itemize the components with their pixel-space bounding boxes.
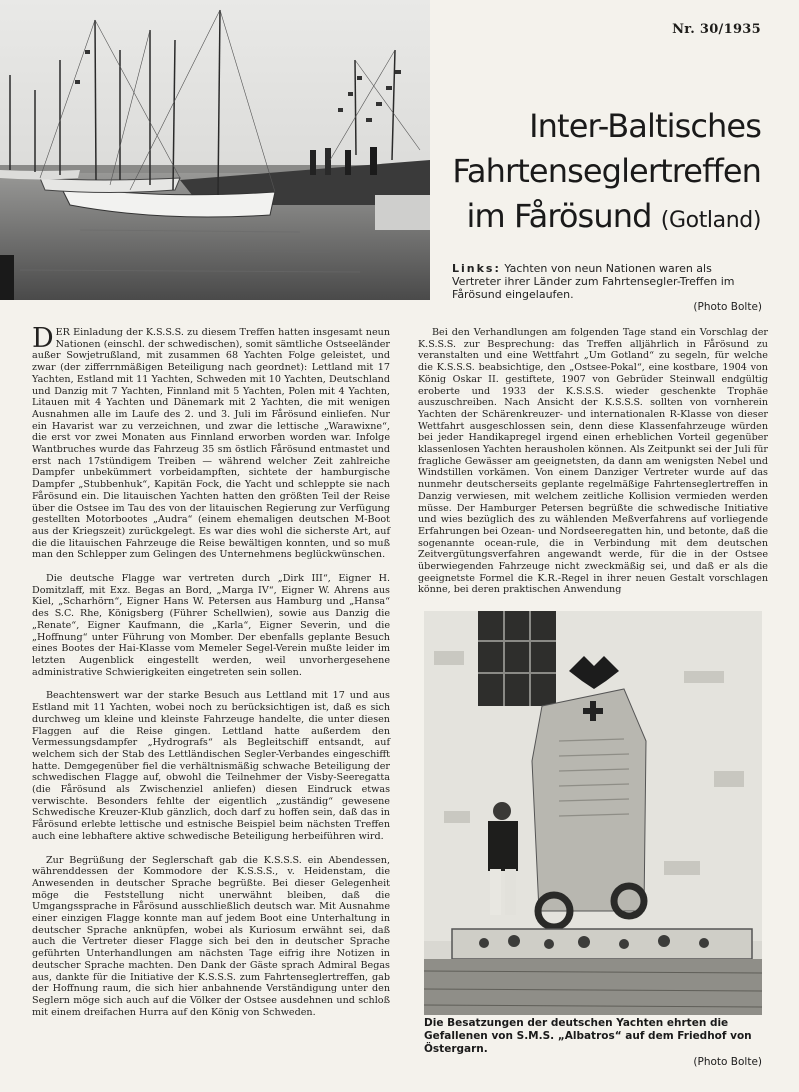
memorial-image — [424, 611, 762, 1015]
top-photo-caption — [452, 262, 762, 314]
paragraph-text: ER Einladung der K.S.S.S. zu diesem Treffen hatten insgesamt neun Nationen (einschl. der schwedischen), somit sämtliche Ostseeländer außer Sowjetrußland, mit zusammen 68 Yachten Folge geleistet, und zwar (der zifferrnmäßigen Beteiligung nach geordnet): Lettland mit 17 Yachten, Estland mit 11 Yachten, Schweden mit 10 Yachten, Deutschland und Danzig mit 7 Yachten, Finnland mit 5 Yachten, Polen mit 4 Yachten, Litauen mit 4 Yachten und Dänemark mit 2 Yachten, die mit wenigen Ausnahmen alle im Laufe des 2. und 3. Juli im Fårösund einliefen. Nur ein Havarist war zu verzeichnen, und zwar die lettische „Warawixne“, die erst vor zwei Monaten aus Finnland erworben worden war. Infolge Wantbruches wurde das Fahrzeug 35 sm östlich Fårösund entmastet und erst nach 17stündigem Treiben — während welcher Zeit zahlreiche Dampfer unbekümmert vorbeidampften, sichtete der hamburgische Dampfer „Stubbenhuk“, Kapitän Fock, die Yacht und schleppte sie nach Fårösund ein. Die litauischen Yachten hatten den größten Teil der Reise über die Ostsee im Tau des von der litauischen Regierung zur Verfügung gestellten Motorbootes „Audra“ (einem ehemaligen deutschen M-Boot aus der Kriegszeit) zurückgelegt. Es war dies wohl die sicherste Art, auf die die litauischen Fahrzeuge die Reise bewältigen konnten, und so muß man den Schlepper zum Gelingen des Unternehmens beglückwünschen. — [32, 327, 390, 561]
photo-credit-top: (Photo Bolte) — [693, 301, 762, 313]
caption-text: Yachten von neun Nationen waren als Vertreter ihrer Länder zum Fahrtensegler-Treffen im Fårösund eingelaufen. — [452, 262, 735, 301]
article-paragraph: Bei den Verhandlungen am folgenden Tage stand ein Vorschlag der K.S.S.S. zur Besprechung: das Treffen alljährlich in Fårösund zu veranstalten und eine Wettfahrt „Um Gotland“ zu segeln, für welche die K.S.S.S. beabsichtige, den „Ostsee-Pokal“, eine kostbare, 1904 von König Oskar II. gestiftete, 1907 von Gebrüder Steinwall endgültig eroberte und 1933 der K.S.S.S. wieder geschenkte Trophäe auszuschreiben. Nach Ansicht der K.S.S.S. sollten von vornherein Yachten der Schärenkreuzer- und internationalen R-Klasse von dieser Wettfahrt ausgeschlossen sein, denn diese Klassenfahrzeuge würden bei jeder Handikapregel irgend einen erheblichen Vorteil gegenüber klassenlosen Yachten herausholen können. Als Zeitpunkt sei der Juli für fragliche Gewässer am geeignetsten, da dann am wenigsten Nebel und Windstillen vorkämen. Von einem Danziger Vertreter wurde auf das nunmehr deutscherseits geplante regelmäßige Fahrtenseglertreffen in Danzig verwiesen, mit welchem zeitliche Kollision vermieden werden müsse. Der Hamburger Petersen begrüßte die schwedische Initiative und wies bezüglich des zu wählenden Meßverfahrens auf vorliegende Erfahrungen bei Ozean- und Nordseeregatten hin, und betonte, daß die sogenannte ocean-rule, die in Verbindung mit dem deutschen Zeitvergütungsverfahren angewandt werde, für die in der Ostsee überwiegenden Fahrzeuge nicht zweckmäßig sei, und daß er als die geeignetste Formel die K.R.-Regel in ihrer neuen Gestalt vorschlagen könne, bei deren praktischen Anwendung — [418, 327, 768, 596]
article-paragraph — [32, 323, 390, 561]
headline-line-1: Inter-Baltisches — [529, 107, 761, 145]
caption-text: Die Besatzungen der deutschen Yachten ehrten die Gefallenen von S.M.S. „Albatros“ auf dem Friedhof von Östergarn. — [424, 1017, 752, 1055]
headline-place: im Fårösund — [466, 197, 652, 235]
headline-line-3 — [416, 194, 761, 243]
article-paragraph: Beachtenswert war der starke Besuch aus Lettland mit 17 und aus Estland mit 11 Yachten, wobei noch zu berücksichtigen ist, daß es sich durchweg um kleine und kleinste Fahrzeuge handelte, die unter diesen Flaggen auf die Reise gingen. Lettland hatte außerdem den Vermessungsdampfer „Hydrografs“ als Begleitschiff entsandt, auf welchem sich der Stab des Lettländischen Segler-Verbandes eingeschifft hatte. Demgegenüber fiel die verhältnismäßig schwache Beteiligung der schwedischen Flagge auf, obwohl die Teilnehmer der Visby-Seeregatta (die Fårösund als Zwischenziel anliefen) diesen Eindruck etwas verwischte. Besonders fehlte der eigentlich „zuständig“ gewesene Schwedische Kreuzer-Klub gänzlich, doch darf zu hoffen sein, daß das in Fårösund erlebte lettische und estnische Beispiel beim nächsten Treffen auch eine lebhaftere aktive schwedische Beteiligung herbeiführen wird. — [32, 690, 390, 842]
article-paragraph: Die deutsche Flagge war vertreten durch „Dirk III“, Eigner H. Domitzlaff, mit Exz. Begas an Bord, „Marga IV“, Eigner W. Ahrens aus Kiel, „Scharhörn“, Eigner Hans W. Petersen aus Hamburg und „Hansa“ des S.C. Rhe, Königsberg (Führer Schellwien), sowie aus Danzig die „Renate“, Eigner Kaufmann, die „Karla“, Eigner Severin, und die „Hoffnung“ unter Führung von Momber. Der ebenfalls geplante Besuch eines Bootes der Hai-Klasse vom Memeler Segel-Verein mußte leider im letzten Augenblick eingestellt werden, weil unvorhergesehene administrative Schwierigkeiten eingetreten sein sollen. — [32, 573, 390, 678]
caption-lead: Links: — [452, 262, 501, 275]
bottom-photo-caption — [424, 1017, 762, 1069]
photo-credit-bottom: (Photo Bolte) — [693, 1056, 762, 1068]
article-paragraph: Zur Begrüßung der Seglerschaft gab die K.S.S.S. ein Abendessen, währenddessen der Kommodore der K.S.S.S., v. Heidenstam, die Anwesenden in deutscher Sprache begrüßte. Bei dieser Gelegenheit möge die Feststellung nicht unerwähnt bleiben, daß die Umgangssprache in Fårösund ausschließlich deutsch war. Mit Ausnahme einer einzigen Flagge konnte man auf jedem Boot eine Unterhaltung in deutscher Sprache anknüpfen, wobei als Kuriosum erwähnt sei, daß auch die Vertreter dieser Flagge sich bei den in deutscher Sprache geführten Unterhandlungen am nächsten Tage eifrig ihre Notizen in deutscher Sprache machten. Den Dank der Gäste sprach Admiral Begas aus, dankte für die Initiative der K.S.S.S. zum Fahrtenseglertreffen, gab der Hoffnung raum, die sich hier anbahnende Verständigung unter den Seglern möge sich auch auf die Völker der Ostsee ausdehnen und schloß mit einem dreifachen Hurra auf den König von Schweden. — [32, 854, 390, 1018]
harbor-yachts-image — [0, 0, 430, 300]
article-column-right — [418, 327, 768, 608]
headline-region: (Gotland) — [660, 208, 761, 233]
harbor-yachts-photo — [0, 0, 430, 300]
issue-number: Nr. 30/1935 — [672, 22, 761, 37]
article-column-left — [32, 323, 390, 1030]
article-headline — [416, 104, 761, 243]
headline-line-2: Fahrtenseglertreffen — [452, 152, 761, 190]
drop-cap: D — [32, 323, 54, 354]
memorial-photo — [424, 611, 762, 1015]
